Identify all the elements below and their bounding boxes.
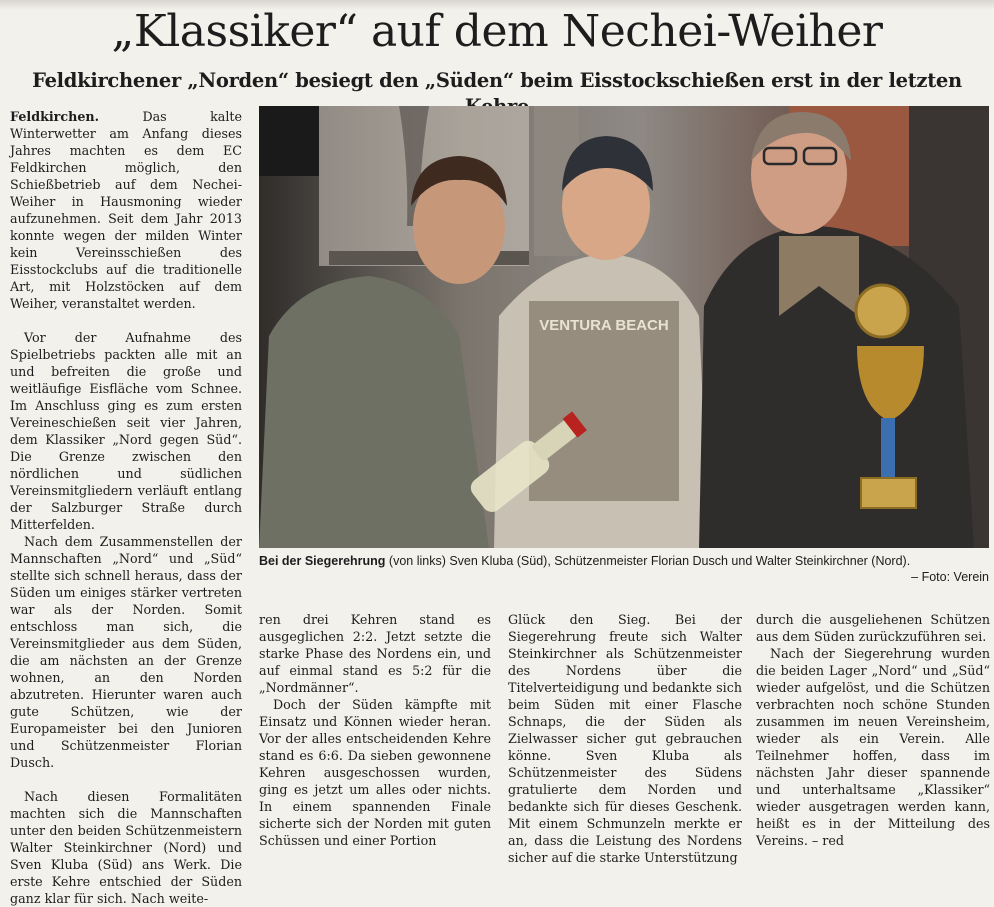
col2-paragraph-2: Doch der Süden kämpfte mit Einsatz und Können wieder heran. Vor der alles entscheidenden Kehre stand es 6:6. Da sieben gewonnene Kehren ausgeschossen wurden, ging es jetzt um alles oder nichts. In einem spannenden Finale sicherte sich der Norden mit guten Schüssen und einer Portion	[259, 697, 491, 848]
person-left-hoodie	[259, 276, 489, 548]
paragraph-2: Vor der Aufnahme des Spielbetriebs packten alle mit an und befreiten die große und weitläufige Eisfläche vom Schnee. Im Anschluss ging es zum ersten Vereineschießen seit vier Jahren, dem Klassiker „Nord gegen Süd“. Die Grenze zwischen den nördlichen und südlichen Vereinsmitgliedern verläuft entlang der Salzburger Straße durch Mitterfelden.	[10, 330, 242, 532]
shirt-print-text: VENTURA BEACH	[539, 317, 669, 334]
paragraph-1	[10, 108, 242, 312]
paragraph-4: Nach diesen Formalitäten machten sich die Mannschaften unter den beiden Schützenmeistern Walter Steinkirchner (Nord) und Sven Kluba (Süd) ans Werk. Die erste Kehre entschied der Süden ganz klar für sich. Nach weite-	[10, 789, 242, 906]
col4-paragraph-1: durch die ausgeliehenen Schützen aus dem Süden zurückzuführen sei.	[756, 612, 990, 644]
headline: „Klassiker“ auf dem Nechei-Weiher	[111, 6, 883, 57]
article-column-2	[259, 611, 491, 849]
col2-paragraph-1: ren drei Kehren stand es ausgeglichen 2:2. Jetzt setzte die starke Phase des Nordens ein, und auf einmal stand es 5:2 für die „Nordmänner“.	[259, 612, 491, 695]
dateline: Feldkirchen.	[10, 109, 100, 124]
col3-paragraph-1: Glück den Sieg. Bei der Siegerehrung freute sich Walter Steinkirchner als Schützenmeister des Nordens über die Titelverteidigung und bedankte sich beim Süden mit einer Flasche Schnaps, die der Süden als Zielwasser sicher gut gebrauchen könne. Sven Kluba als Schützenmeister des Südens gratulierte dem Norden und bedankte sich für dieses Geschenk. Mit einem Schmunzeln merkte er an, dass die Leistung des Nordens sicher auf die starke Unterstützung	[508, 612, 742, 865]
col4-paragraph-2: Nach der Siegerehrung wurden die beiden Lager „Nord“ und „Süd“ wieder aufgelöst, und die Schützen verbrachten noch schöne Stunden zusammen im neuen Vereinsheim, wieder als ein Verein. Alle Teilnehmer hoffen, dass im nächsten Jahr dieser spannende und unterhaltsame „Klassiker“ wieder ausgetragen werden kann, heißt es in der Mitteilung des Vereins. – red	[756, 646, 990, 848]
photo-caption	[259, 553, 989, 585]
article-column-4	[756, 611, 990, 849]
caption-lead: Bei der Siegerehrung	[259, 554, 386, 568]
subheadline: Feldkirchener „Norden“ besiegt den „Süden“ beim Eisstockschießen erst in der letzten	[32, 69, 962, 92]
award-photo	[259, 106, 989, 548]
photo-credit: – Foto: Verein	[911, 570, 989, 584]
photo-illustration	[259, 106, 989, 548]
article-column-1	[10, 108, 242, 907]
caption-text: (von links) Sven Kluba (Süd), Schützenmeister Florian Dusch und Walter Steinkirchner (Nord).	[385, 554, 911, 568]
wall-tv	[259, 106, 319, 176]
paragraph-3: Nach dem Zusammenstellen der Mannschaften „Nord“ und „Süd“ stellte sich schnell heraus, dass der Süden um einiges stärker vertreten war als der Norden. Somit entschloss man sich, die Vereinsmitglieder aus dem Süden, die am nächsten an der Grenze wohnen, an den Norden abzutreten. Hierunter waren auch gute Schützen, wie der Europameister bei den Junioren und Schützenmeister Florian Dusch.	[10, 534, 242, 770]
article-column-3	[508, 611, 742, 866]
paragraph-1-text: Das kalte Winterwetter am Anfang dieses Jahres machten es dem EC Feldkirchen möglich, den Schießbetrieb auf dem Nechei-Weiher in Hausmoning wieder aufzunehmen. Seit dem Jahr 2013 konnte wegen der milden Winter kein Vereinsschießen des Eisstockclubs auf die traditionelle Art, mit Holzstöcken auf dem Weiher, veranstaltet werden.	[10, 109, 242, 311]
